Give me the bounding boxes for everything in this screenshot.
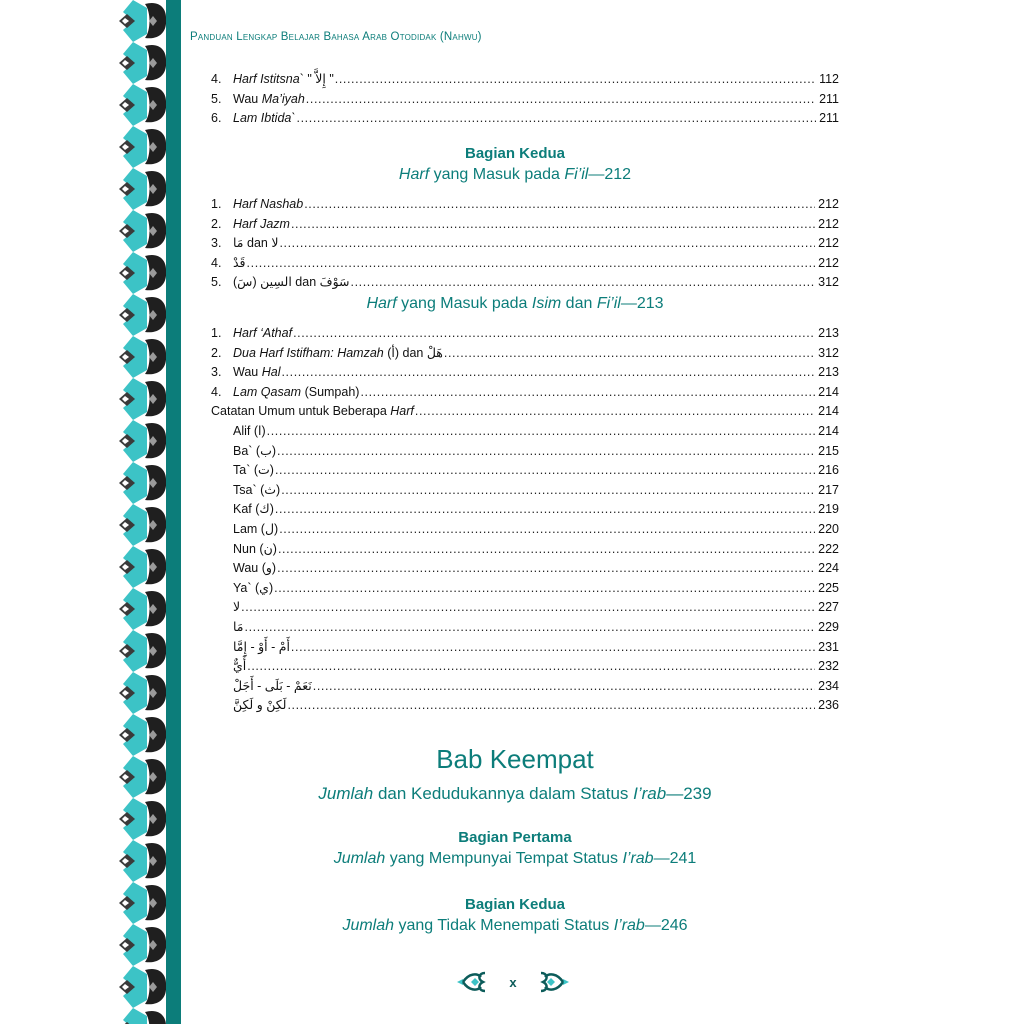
text-run: Jumlah bbox=[333, 850, 386, 867]
dot-leader bbox=[278, 540, 815, 560]
toc-entry[interactable] bbox=[211, 234, 839, 254]
entry-label bbox=[233, 90, 305, 110]
text-run: Alif (ا) bbox=[233, 423, 266, 438]
chapter-title: Bab Keempat bbox=[436, 744, 594, 774]
entry-page-number: 217 bbox=[818, 482, 839, 497]
toc-entry[interactable] bbox=[211, 324, 839, 344]
entry-page-number: 229 bbox=[818, 619, 839, 634]
toc-entry[interactable] bbox=[211, 195, 839, 215]
dot-leader bbox=[313, 677, 815, 697]
dot-leader bbox=[444, 344, 815, 364]
toc-letter-entry[interactable] bbox=[211, 422, 839, 442]
toc-notes-heading[interactable] bbox=[211, 402, 839, 422]
text-run: Harf Jazm bbox=[233, 216, 290, 231]
dot-leader bbox=[247, 657, 815, 677]
toc-entry[interactable] bbox=[211, 383, 839, 403]
entry-label bbox=[233, 579, 273, 599]
text-run: yang Tidak Menempati Status bbox=[394, 917, 614, 934]
entry-number: 2. bbox=[211, 345, 222, 360]
dot-leader bbox=[247, 254, 816, 274]
entry-number: 3. bbox=[211, 365, 222, 380]
entry-page-number: 219 bbox=[818, 502, 839, 517]
dot-leader bbox=[245, 618, 816, 638]
entry-page-number: 312 bbox=[818, 345, 839, 360]
text-run: لا bbox=[233, 600, 241, 615]
text-run: Catatan Umum untuk Beberapa bbox=[211, 404, 391, 419]
entry-number: 1. bbox=[211, 326, 222, 340]
dot-leader bbox=[277, 442, 815, 462]
entry-page-number: 212 bbox=[818, 255, 839, 270]
entry-page-number: 222 bbox=[818, 541, 839, 556]
text-run: —212 bbox=[588, 166, 632, 183]
dot-leader bbox=[351, 273, 816, 293]
toc-letter-entry[interactable] bbox=[211, 442, 839, 462]
toc-letter-entry[interactable] bbox=[211, 598, 839, 618]
ornament-left-icon bbox=[455, 969, 495, 995]
page-footer bbox=[455, 968, 571, 996]
entry-label bbox=[233, 598, 240, 618]
entry-page-number: 213 bbox=[818, 326, 839, 340]
dot-leader bbox=[279, 520, 815, 540]
dot-leader bbox=[274, 579, 815, 599]
toc-entry[interactable] bbox=[211, 109, 839, 129]
entry-page-number: 216 bbox=[818, 463, 839, 478]
dot-leader bbox=[287, 696, 815, 716]
dot-leader bbox=[281, 481, 815, 501]
toc-letter-entry[interactable] bbox=[211, 540, 839, 560]
toc-entry[interactable] bbox=[211, 70, 839, 90]
chapter-part-1-title: Bagian Pertama bbox=[458, 829, 572, 846]
text-run: —241 bbox=[653, 850, 697, 867]
entry-label bbox=[233, 677, 312, 697]
text-run: نَعَمْ - بَلَى - أَجَلْ bbox=[233, 678, 312, 693]
text-run: Ma’iyah bbox=[261, 91, 305, 106]
border-bar bbox=[166, 0, 181, 1024]
entry-label bbox=[233, 383, 359, 403]
text-run: أَمْ - أَوْ - إِمَّا bbox=[233, 639, 290, 654]
entry-label bbox=[233, 657, 246, 677]
dot-leader bbox=[304, 195, 815, 215]
chapter-part-1-subtitle bbox=[190, 850, 840, 868]
text-run: Fi’il bbox=[564, 166, 589, 183]
text-run: Harf bbox=[366, 295, 397, 312]
dot-leader bbox=[279, 234, 815, 254]
entry-label bbox=[233, 520, 278, 540]
text-run: Wau bbox=[233, 365, 262, 380]
dot-leader bbox=[277, 559, 815, 579]
toc-letter-entry[interactable] bbox=[211, 500, 839, 520]
entry-label bbox=[233, 254, 246, 274]
toc-letter-entry[interactable] bbox=[211, 618, 839, 638]
entry-page-number: 214 bbox=[818, 404, 839, 419]
entry-label bbox=[233, 696, 286, 716]
text-run: —246 bbox=[644, 917, 688, 934]
entry-page-number: 211 bbox=[819, 111, 839, 126]
entry-number: 1. bbox=[211, 197, 222, 211]
dot-leader bbox=[291, 215, 815, 235]
entry-number: 4. bbox=[211, 384, 222, 399]
text-run: ` " إِلاَّ " bbox=[299, 72, 334, 86]
entry-number: 4. bbox=[211, 255, 222, 270]
entry-page-number: 212 bbox=[818, 236, 839, 251]
entry-page-number: 231 bbox=[818, 639, 839, 654]
text-run: I’rab bbox=[633, 784, 667, 803]
text-run: yang Masuk pada bbox=[429, 166, 565, 183]
text-run: Ta` (ت) bbox=[233, 463, 274, 478]
text-run: Dua Harf Istifham: Hamzah bbox=[233, 345, 384, 360]
entry-label bbox=[233, 638, 290, 658]
entry-page-number: 224 bbox=[818, 561, 839, 576]
toc-entry[interactable] bbox=[211, 254, 839, 274]
toc-part-three-entries bbox=[211, 324, 839, 716]
entry-number: 6. bbox=[211, 111, 222, 126]
entry-page-number: 227 bbox=[818, 600, 839, 615]
dot-leader bbox=[291, 638, 815, 658]
entry-page-number: 214 bbox=[818, 423, 839, 438]
entry-label bbox=[233, 273, 350, 293]
toc-letter-entry[interactable] bbox=[211, 520, 839, 540]
text-run: مَا dan لا bbox=[233, 236, 279, 251]
entry-page-number: 232 bbox=[818, 659, 839, 674]
dot-leader bbox=[306, 90, 816, 110]
entry-label bbox=[233, 195, 303, 215]
toc-letter-entry[interactable] bbox=[211, 579, 839, 599]
toc-letter-entry[interactable] bbox=[211, 481, 839, 501]
toc-letter-entry[interactable] bbox=[211, 559, 839, 579]
entry-label bbox=[233, 422, 266, 442]
text-run: مَا bbox=[233, 619, 244, 634]
entry-page-number: 234 bbox=[818, 678, 839, 693]
toc-letter-entry[interactable] bbox=[211, 461, 839, 481]
text-run: dan Kedudukannya dalam Status bbox=[373, 784, 634, 803]
text-run: Jumlah bbox=[318, 784, 374, 803]
toc-section-continued bbox=[211, 70, 839, 129]
entry-page-number: 212 bbox=[818, 197, 839, 211]
entry-page-number: 214 bbox=[818, 384, 839, 399]
text-run: أَيٌّ bbox=[233, 659, 247, 674]
entry-label bbox=[233, 234, 278, 254]
part-two-title: Bagian Kedua bbox=[464, 145, 566, 162]
entry-label bbox=[233, 324, 292, 344]
entry-label bbox=[233, 461, 274, 481]
chapter-subtitle bbox=[190, 784, 840, 804]
entry-number: 5. bbox=[211, 275, 222, 290]
entry-number: 2. bbox=[211, 216, 222, 231]
entry-page-number: 225 bbox=[818, 580, 839, 595]
dot-leader bbox=[335, 70, 816, 90]
toc-entry[interactable] bbox=[211, 90, 839, 110]
entry-label bbox=[211, 402, 414, 422]
text-run: I’rab bbox=[613, 917, 645, 934]
text-run: Lam Ibtida` bbox=[233, 111, 296, 126]
text-run: Ya` (ي) bbox=[233, 580, 274, 595]
text-run: Wau bbox=[233, 91, 262, 106]
dot-leader bbox=[360, 383, 815, 403]
entry-label bbox=[233, 559, 276, 579]
entry-label bbox=[233, 344, 443, 364]
text-run: Lam (ل) bbox=[233, 521, 279, 536]
entry-label bbox=[233, 109, 296, 129]
text-run: Harf Nashab bbox=[233, 197, 304, 211]
entry-label bbox=[233, 363, 280, 383]
dot-leader bbox=[297, 109, 817, 129]
toc-entry[interactable] bbox=[211, 344, 839, 364]
running-head: Panduan Lengkap Belajar Bahasa Arab Otodidak (Nahwu) bbox=[190, 31, 482, 43]
text-run: (Sumpah) bbox=[301, 384, 360, 399]
entry-page-number: 112 bbox=[819, 72, 839, 86]
dot-leader bbox=[415, 402, 815, 422]
chapter-part-2-subtitle bbox=[190, 917, 840, 935]
text-run: yang Mempunyai Tempat Status bbox=[385, 850, 623, 867]
part-two-subtitle bbox=[190, 166, 840, 184]
text-run: قَدْ bbox=[233, 255, 246, 270]
entry-label bbox=[233, 481, 280, 501]
entry-number: 5. bbox=[211, 91, 222, 106]
dot-leader bbox=[281, 363, 815, 383]
text-run: dan bbox=[561, 295, 597, 312]
text-run: Ba` (ب) bbox=[233, 443, 277, 458]
text-run: لَكِنْ و لَكِنَّ bbox=[233, 698, 287, 713]
text-run: Isim bbox=[531, 295, 562, 312]
toc-letter-entry[interactable] bbox=[211, 677, 839, 697]
entry-page-number: 312 bbox=[818, 275, 839, 290]
text-run: Harf ‘Athaf bbox=[233, 326, 293, 340]
toc-entry[interactable] bbox=[211, 273, 839, 293]
entry-label bbox=[233, 70, 334, 90]
dot-leader bbox=[275, 500, 815, 520]
text-run: Lam Qasam bbox=[233, 384, 302, 399]
toc-part-two-entries bbox=[211, 195, 839, 293]
entry-page-number: 212 bbox=[818, 216, 839, 231]
text-run: Fi’il bbox=[596, 295, 621, 312]
entry-number: 3. bbox=[211, 236, 222, 251]
text-run: Harf bbox=[398, 166, 430, 183]
text-run: Nun (ن) bbox=[233, 541, 277, 556]
ornament-right-icon bbox=[531, 969, 571, 995]
dot-leader bbox=[241, 598, 815, 618]
entry-label bbox=[233, 442, 276, 462]
entry-label bbox=[233, 500, 274, 520]
entry-label bbox=[233, 540, 277, 560]
text-run: —213 bbox=[620, 295, 664, 312]
text-run: Hal bbox=[261, 365, 281, 380]
page-number: x bbox=[509, 974, 517, 990]
toc-letter-entry[interactable] bbox=[211, 657, 839, 677]
text-run: Jumlah bbox=[342, 917, 395, 934]
entry-page-number: 211 bbox=[819, 91, 839, 106]
part-three-subtitle bbox=[190, 295, 840, 313]
text-run: Kaf (ك) bbox=[233, 502, 274, 517]
toc-entry[interactable] bbox=[211, 215, 839, 235]
entry-label bbox=[233, 618, 244, 638]
entry-label bbox=[233, 215, 290, 235]
text-run: I’rab bbox=[622, 850, 654, 867]
chapter-part-2-title: Bagian Kedua bbox=[464, 896, 566, 913]
entry-page-number: 215 bbox=[818, 443, 839, 458]
text-run: —239 bbox=[666, 784, 712, 803]
entry-page-number: 220 bbox=[818, 521, 839, 536]
toc-entry[interactable] bbox=[211, 363, 839, 383]
dot-leader bbox=[275, 461, 815, 481]
text-run: Harf bbox=[390, 404, 414, 419]
dot-leader bbox=[293, 324, 815, 344]
text-run: (أ) dan هَلْ bbox=[383, 345, 443, 360]
text-run: yang Masuk pada bbox=[396, 295, 532, 312]
text-run: Wau (و) bbox=[233, 561, 277, 576]
text-run: Harf Istitsna bbox=[233, 72, 300, 86]
entry-page-number: 236 bbox=[818, 698, 839, 713]
text-run: Tsa` (ث) bbox=[233, 482, 281, 497]
toc-letter-entry[interactable] bbox=[211, 696, 839, 716]
entry-number: 4. bbox=[211, 72, 222, 86]
dot-leader bbox=[267, 422, 815, 442]
toc-letter-entry[interactable] bbox=[211, 638, 839, 658]
text-run: (سَ) السِين dan سَوْفَ bbox=[233, 275, 350, 290]
entry-page-number: 213 bbox=[818, 365, 839, 380]
decorative-border-pattern bbox=[115, 0, 170, 1024]
